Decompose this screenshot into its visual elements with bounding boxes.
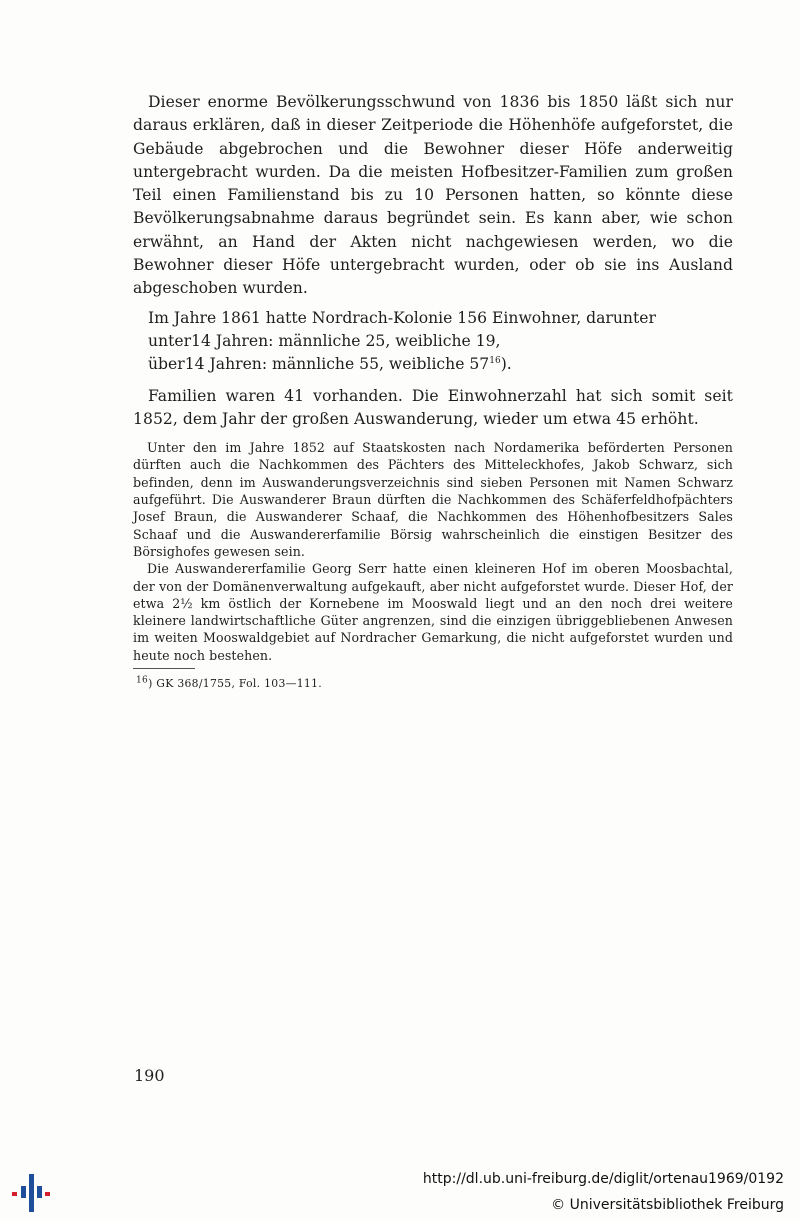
census-intro: Im Jahre 1861 hatte Nordrach-Kolonie 156 Einwohner, darunter (148, 308, 656, 327)
census-row-over-14 (133, 353, 733, 376)
census-row-label: unter (148, 331, 192, 350)
footnote (133, 677, 733, 691)
spacer (133, 377, 733, 385)
text-column (133, 91, 733, 691)
logo-bar (12, 1192, 17, 1196)
footnote-divider (133, 668, 195, 669)
body-paragraph: Familien waren 41 vorhanden. Die Einwohnerzahl hat sich somit seit 1852, dem Jahr der großen Auswanderung, wieder um etwa 45 erhöht. (133, 386, 733, 428)
logo-bar (45, 1192, 50, 1196)
census-row-tail: ). (500, 355, 512, 374)
small-print-paragraph: Die Auswandererfamilie Georg Serr hatte einen kleineren Hof im oberen Moosbachtal, der von der Domänenverwaltung aufgekauft, aber nicht aufgeforstet wurde. Dieser Hof, der etwa 2½ km östlich der Kornebene im Mooswald liegt und an den noch drei weitere kleinere landwirtschaftliche Güter angrenzen, sind die einzigen übriggebliebenen Anwesen im weiten Mooswaldgebiet auf Nordracher Gemarkung, die nicht aufgeforstet wurden und heute noch bestehen. (133, 561, 733, 663)
small-print-paragraph: Unter den im Jahre 1852 auf Staatskosten nach Nordamerika beförderten Personen dürften auch die Nachkommen des Pächters des Mitteleckhofes, Jakob Schwarz, sich befinden, denn im Auswanderungsverzeichnis sind sieben Personen mit Namen Schwarz aufgeführt. Die Auswanderer Braun dürften die Nachkommen des Schäferfeldhofpächters Josef Braun, die Auswanderer Schaaf, die Nachkommen des Höhenhofbesitzers Sales Schaaf und die Auswandererfamilie Börsig wahrscheinlich die einstigen Besitzer des Börsighofes gewesen sein. (133, 440, 733, 559)
census-row-text: 14 Jahren: männliche 55, weibliche 57 (184, 355, 490, 374)
page-number: 190 (134, 1066, 165, 1085)
footnote-reference[interactable]: 16 (489, 356, 501, 367)
census-row-text: 14 Jahren: männliche 25, weibliche 19, (191, 331, 501, 350)
logo-bar (37, 1186, 42, 1198)
spacer (133, 431, 733, 439)
footnote-text: ) GK 368/1755, Fol. 103—111. (148, 677, 322, 691)
copyright-notice: © Universitätsbibliothek Freiburg (551, 1197, 784, 1213)
footnote-number: 16 (136, 675, 149, 686)
library-logo-icon (10, 1170, 52, 1214)
logo-bar (21, 1186, 26, 1198)
census-row-label: über (148, 355, 185, 374)
logo-bar (29, 1174, 34, 1212)
census-row-under-14 (133, 330, 733, 353)
body-paragraph: Dieser enorme Bevölkerungsschwund von 1836 bis 1850 läßt sich nur daraus erklären, daß in dieser Zeitperiode die Höhenhöfe aufgeforstet, die Gebäude abgebrochen und die Bewohner dieser Höfe anderweitig untergebracht wurden. Da die meisten Hofbesitzer-Familien zum großen Teil einen Familienstand bis zu 10 Personen hatten, so könnte diese Bevölkerungsabnahme daraus begründet sein. Es kann aber, wie schon erwähnt, an Hand der Akten nicht nachgewiesen werden, wo die Bewohner dieser Höfe untergebracht wurden, oder ob sie ins Ausland abgeschoben wurden. (133, 93, 733, 298)
permalink-url[interactable]: http://dl.ub.uni-freiburg.de/diglit/ortenau1969/0192 (422, 1171, 784, 1187)
